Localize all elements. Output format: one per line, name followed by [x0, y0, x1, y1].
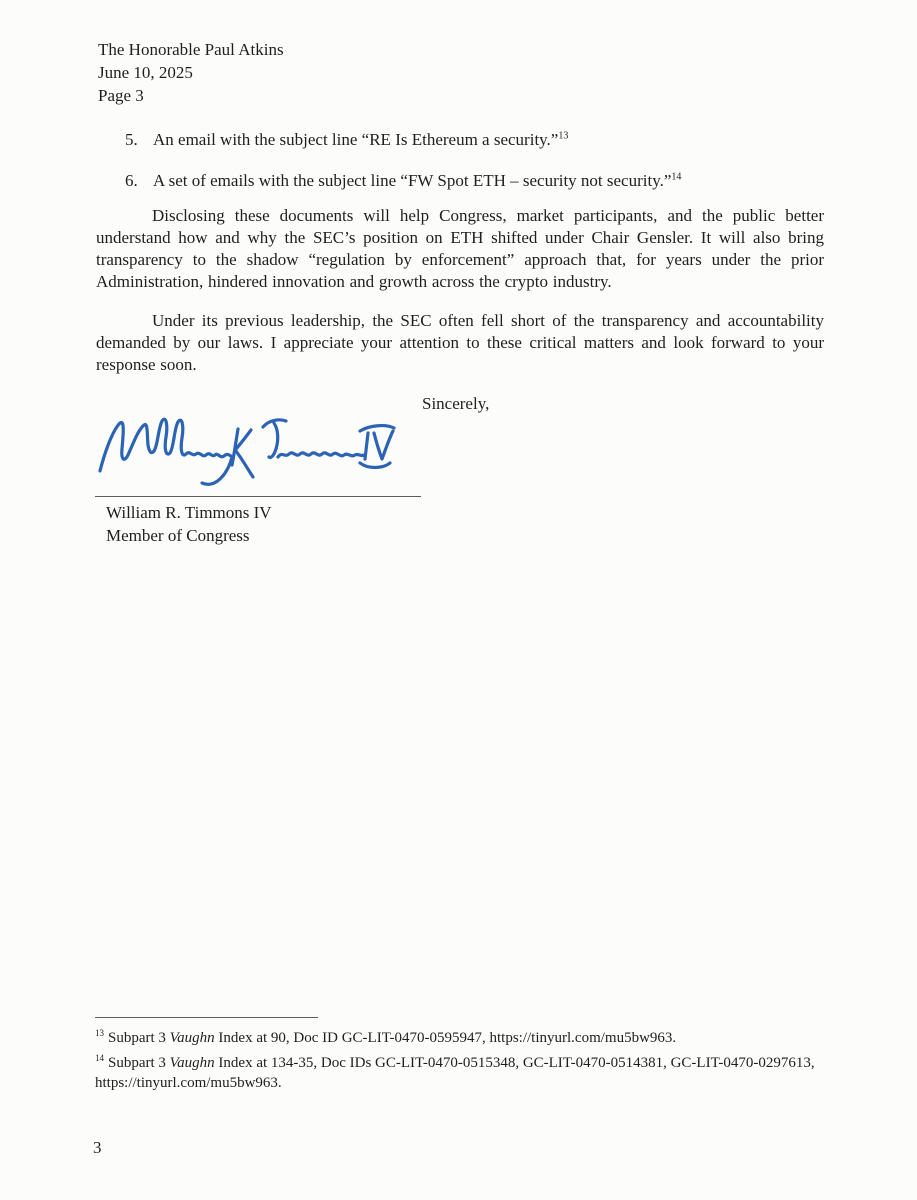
- recipient-name: The Honorable Paul Atkins: [98, 40, 284, 59]
- list-item-text: [153, 170, 681, 192]
- list-item-text-body: A set of emails with the subject line “FW Spot ETH – security not security.”: [153, 171, 672, 190]
- footnote-number: 14: [95, 1053, 104, 1063]
- footnote-text: Index at 134-35, Doc IDs GC-LIT-0470-0515348, GC-LIT-0470-0514381, GC-LIT-0470-0297613, https://tinyurl.com/mu5bw963.: [95, 1055, 815, 1091]
- footnote-text: Subpart 3: [108, 1055, 170, 1071]
- footnote-text: Subpart 3: [108, 1030, 170, 1046]
- footnote-text: Index at 90, Doc ID GC-LIT-0470-0595947, https://tinyurl.com/mu5bw963.: [214, 1030, 677, 1046]
- footnote-italic-term: Vaughn: [169, 1030, 215, 1046]
- letter-date: June 10, 2025: [98, 63, 193, 82]
- page-label: Page 3: [98, 86, 144, 105]
- list-item-text-body: An email with the subject line “RE Is Ethereum a security.”: [153, 130, 559, 149]
- footnote-separator-rule: [95, 1017, 318, 1018]
- list-item-6: [125, 170, 825, 192]
- list-item-number: 5.: [125, 130, 138, 149]
- footnote-14: [95, 1053, 857, 1093]
- signer-title: Member of Congress: [106, 526, 250, 545]
- body-paragraph-2: Under its previous leadership, the SEC often fell short of the transparency and accountability demanded by our laws. I appreciate your attention to these critical matters and look forward to your response soon.: [96, 311, 824, 374]
- footnotes-section: [95, 1017, 857, 1098]
- closing-salutation: Sincerely,: [422, 394, 490, 413]
- signature-block: [95, 496, 421, 547]
- list-item-5: [125, 129, 825, 151]
- signature-strokes: [100, 419, 394, 484]
- signer-name: William R. Timmons IV: [106, 503, 272, 522]
- list-item-number: 6.: [125, 171, 138, 190]
- page-number: 3: [93, 1138, 102, 1157]
- letter-header: [98, 38, 284, 107]
- footnote-13: [95, 1028, 857, 1048]
- footnote-italic-term: Vaughn: [169, 1055, 215, 1071]
- body-paragraph-1: Disclosing these documents will help Congress, market participants, and the public better understand how and why the SEC’s position on ETH shifted under Chair Gensler. It will also bring transparency to the shadow “regulation by enforcement” approach that, for years under the prior Administration, hindered innovation and growth across the crypto industry.: [96, 206, 824, 291]
- list-item-text: [153, 129, 568, 151]
- footnote-number: 13: [95, 1028, 104, 1038]
- footnote-reference: 14: [671, 171, 682, 183]
- handwritten-signature: [98, 413, 398, 501]
- footnote-reference: 13: [558, 130, 569, 142]
